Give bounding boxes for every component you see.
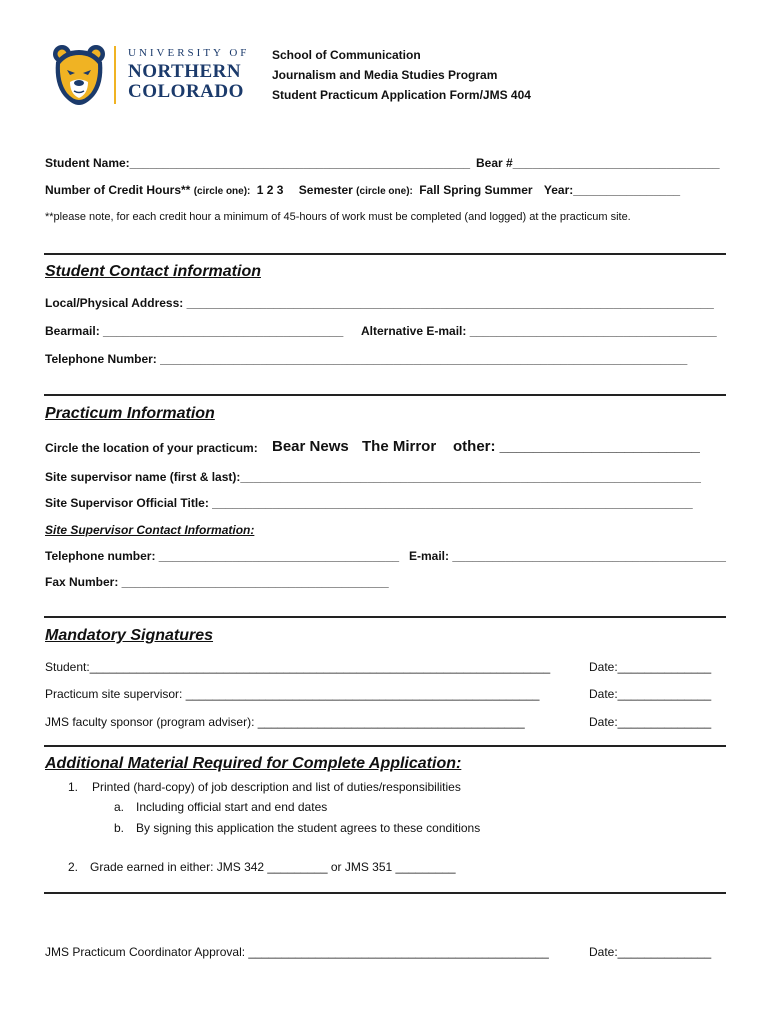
semester-options[interactable]: Fall Spring Summer — [419, 183, 533, 197]
bearmail-field[interactable]: Bearmail: ____________________________________ — [45, 324, 344, 338]
student-name-field[interactable]: Student Name:___________________________________________________ — [45, 156, 471, 170]
semester-circle-one-note: (circle one): — [356, 186, 413, 197]
item-2-number: 2. — [68, 860, 79, 874]
coordinator-approval-field[interactable]: JMS Practicum Coordinator Approval: _____________________________________________ — [45, 945, 549, 959]
item-2-grade-field[interactable]: Grade earned in either: JMS 342 _________ or JMS 351 _________ — [90, 860, 456, 874]
section-title-contact: Student Contact information — [45, 263, 261, 280]
section-title-signatures: Mandatory Signatures — [45, 627, 214, 644]
supervisor-phone-field[interactable]: Telephone number: ____________________________________ — [45, 549, 400, 563]
credit-hours-row — [45, 183, 680, 197]
section-rule-practicum — [44, 394, 726, 396]
credit-hours-label: Number of Credit Hours** — [45, 183, 191, 197]
section-title-practicum: Practicum Information — [45, 405, 215, 422]
credit-hour-note: **please note, for each credit hour a minimum of 45-hours of work must be completed (and logged) at the practicum site. — [45, 211, 631, 223]
signature-faculty-date[interactable]: Date:______________ — [589, 715, 712, 729]
sub-item-a-text: Including official start and end dates — [136, 800, 328, 814]
address-field[interactable]: Local/Physical Address: _______________________________________________________________________________ — [45, 296, 714, 310]
telephone-field[interactable]: Telephone Number: _______________________________________________________________________________ — [45, 352, 688, 366]
sub-item-b-text: By signing this application the student agrees to these conditions — [136, 821, 481, 835]
supervisor-name-field[interactable]: Site supervisor name (first & last):_____________________________________________________________________ — [45, 470, 701, 484]
signature-faculty-field[interactable]: JMS faculty sponsor (program adviser): ________________________________________ — [45, 715, 525, 729]
coordinator-approval-date[interactable]: Date:______________ — [589, 945, 712, 959]
item-1-number: 1. — [68, 780, 79, 794]
supervisor-fax-field[interactable]: Fax Number: ________________________________________ — [45, 575, 389, 589]
location-option-other[interactable]: other: ________________________ — [453, 438, 700, 455]
item-1-text: Printed (hard-copy) of job description and list of duties/responsibilities — [92, 780, 461, 794]
location-option-the-mirror[interactable]: The Mirror — [362, 438, 437, 455]
credit-hour-options[interactable]: 1 2 3 — [256, 183, 284, 197]
location-option-bear-news[interactable]: Bear News — [272, 438, 349, 455]
year-field[interactable]: Year:________________ — [543, 183, 681, 197]
logo-line-colorado: COLORADO — [128, 81, 244, 102]
bear-mascot-icon — [50, 44, 108, 106]
circle-one-note: (circle one): — [193, 186, 251, 197]
header-school: School of Communication — [272, 48, 421, 62]
logo-line-northern: NORTHERN — [128, 61, 242, 82]
sub-item-b-letter: b. — [114, 821, 125, 835]
header-form-title: Student Practicum Application Form/JMS 404 — [272, 88, 531, 102]
semester-label: Semester — [298, 183, 353, 197]
location-label: Circle the location of your practicum: — [45, 441, 258, 455]
logo-line-university-of: UNIVERSITY OF — [128, 47, 250, 59]
section-rule-approval — [44, 892, 726, 894]
university-logo — [50, 44, 250, 106]
alt-email-field[interactable]: Alternative E-mail: _____________________________________ — [361, 324, 717, 338]
supervisor-title-field[interactable]: Site Supervisor Official Title: ________________________________________________________________________ — [45, 496, 693, 510]
logo-divider — [114, 46, 116, 104]
sub-item-a-letter: a. — [114, 800, 125, 814]
section-rule-additional — [44, 745, 726, 747]
header-program: Journalism and Media Studies Program — [272, 68, 498, 82]
bear-number-field[interactable]: Bear #_______________________________ — [476, 156, 720, 170]
signature-student-field[interactable]: Student:_____________________________________________________________________ — [45, 660, 551, 674]
section-rule-signatures — [44, 616, 726, 618]
signature-student-date[interactable]: Date:______________ — [589, 660, 712, 674]
section-title-additional: Additional Material Required for Complete Application: — [45, 755, 462, 772]
signature-supervisor-date[interactable]: Date:______________ — [589, 687, 712, 701]
section-rule-contact — [44, 253, 726, 255]
signature-supervisor-field[interactable]: Practicum site supervisor: _____________________________________________________ — [45, 687, 540, 701]
supervisor-email-field[interactable]: E-mail: _________________________________________ — [409, 549, 726, 563]
supervisor-contact-header: Site Supervisor Contact Information: — [45, 523, 255, 537]
